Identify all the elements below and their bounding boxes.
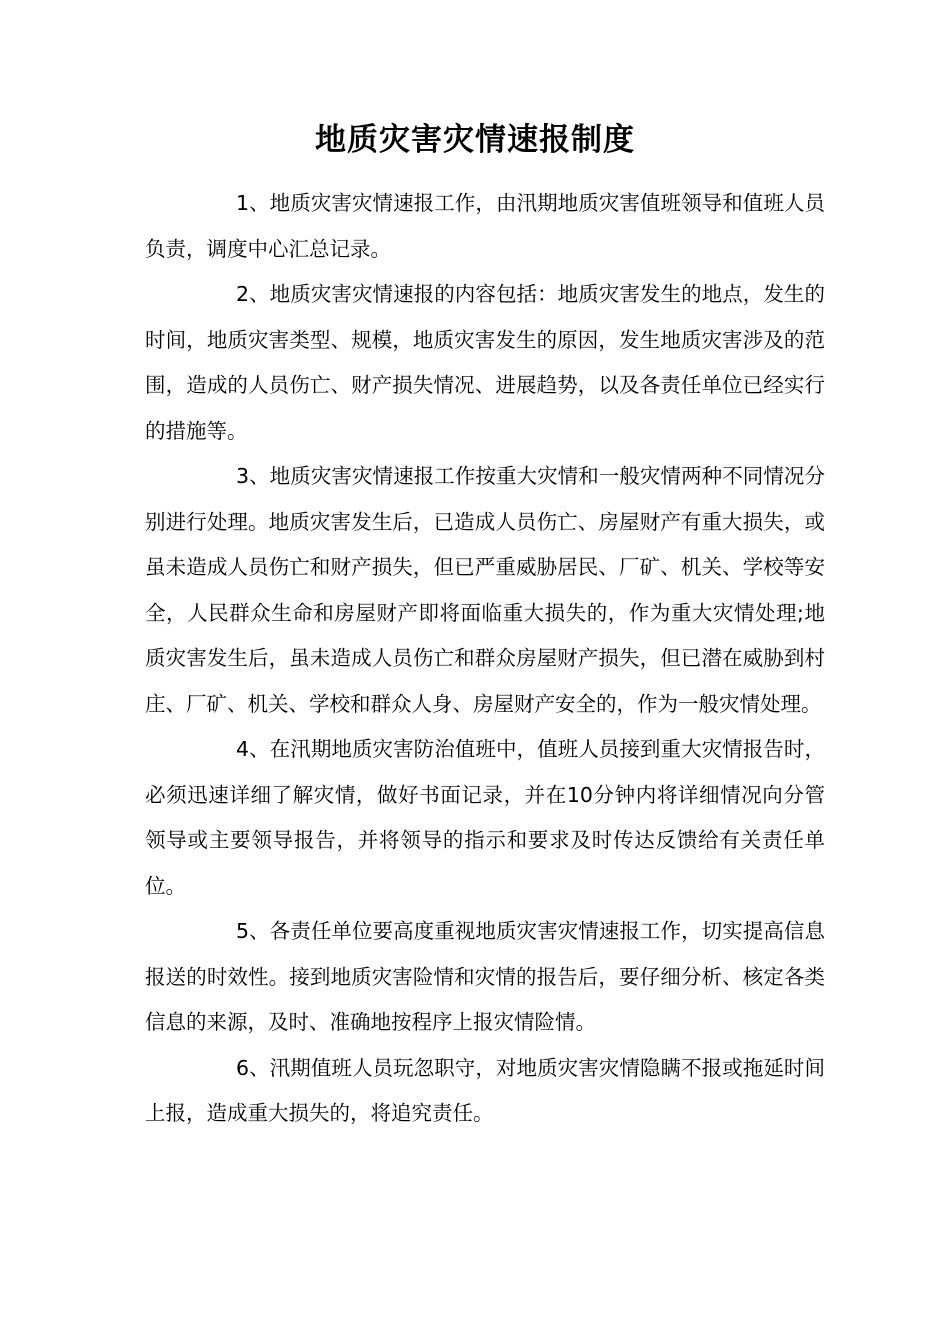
paragraph-1: 1、地质灾害灾情速报工作，由汛期地质灾害值班领导和值班人员负责，调度中心汇总记录。 xyxy=(145,191,825,261)
document-body xyxy=(145,181,825,1137)
paragraph-2: 2、地质灾害灾情速报的内容包括：地质灾害发生的地点，发生的时间，地质灾害类型、规模，地质灾害发生的原因，发生地质灾害涉及的范围，造成的人员伤亡、财产损失情况、进展趋势，以及各责任单位已经实行的措施等。 xyxy=(145,282,825,443)
document-title: 地质灾害灾情速报制度 xyxy=(315,122,635,158)
paragraph-6: 6、汛期值班人员玩忽职守，对地质灾害灾情隐瞒不报或拖延时间上报，造成重大损失的，将追究责任。 xyxy=(145,1055,825,1125)
paragraph-3: 3、地质灾害灾情速报工作按重大灾情和一般灾情两种不同情况分别进行处理。地质灾害发生后，已造成人员伤亡、房屋财产有重大损失，或虽未造成人员伤亡和财产损失，但已严重威胁居民、厂矿、机关、学校等安全，人民群众生命和房屋财产即将面临重大损失的，作为重大灾情处理;地质灾害发生后，虽未造成人员伤亡和群众房屋财产损失，但已潜在威胁到村庄、厂矿、机关、学校和群众人身、房屋财产安全的，作为一般灾情处理。 xyxy=(145,464,825,716)
paragraph-4: 4、在汛期地质灾害防治值班中，值班人员接到重大灾情报告时，必须迅速详细了解灾情，做好书面记录，并在10分钟内将详细情况向分管领导或主要领导报告，并将领导的指示和要求及时传达反馈给有关责任单位。 xyxy=(145,737,825,898)
paragraph-5: 5、各责任单位要高度重视地质灾害灾情速报工作，切实提高信息报送的时效性。接到地质灾害险情和灾情的报告后，要仔细分析、核定各类信息的来源，及时、准确地按程序上报灾情险情。 xyxy=(145,919,825,1034)
